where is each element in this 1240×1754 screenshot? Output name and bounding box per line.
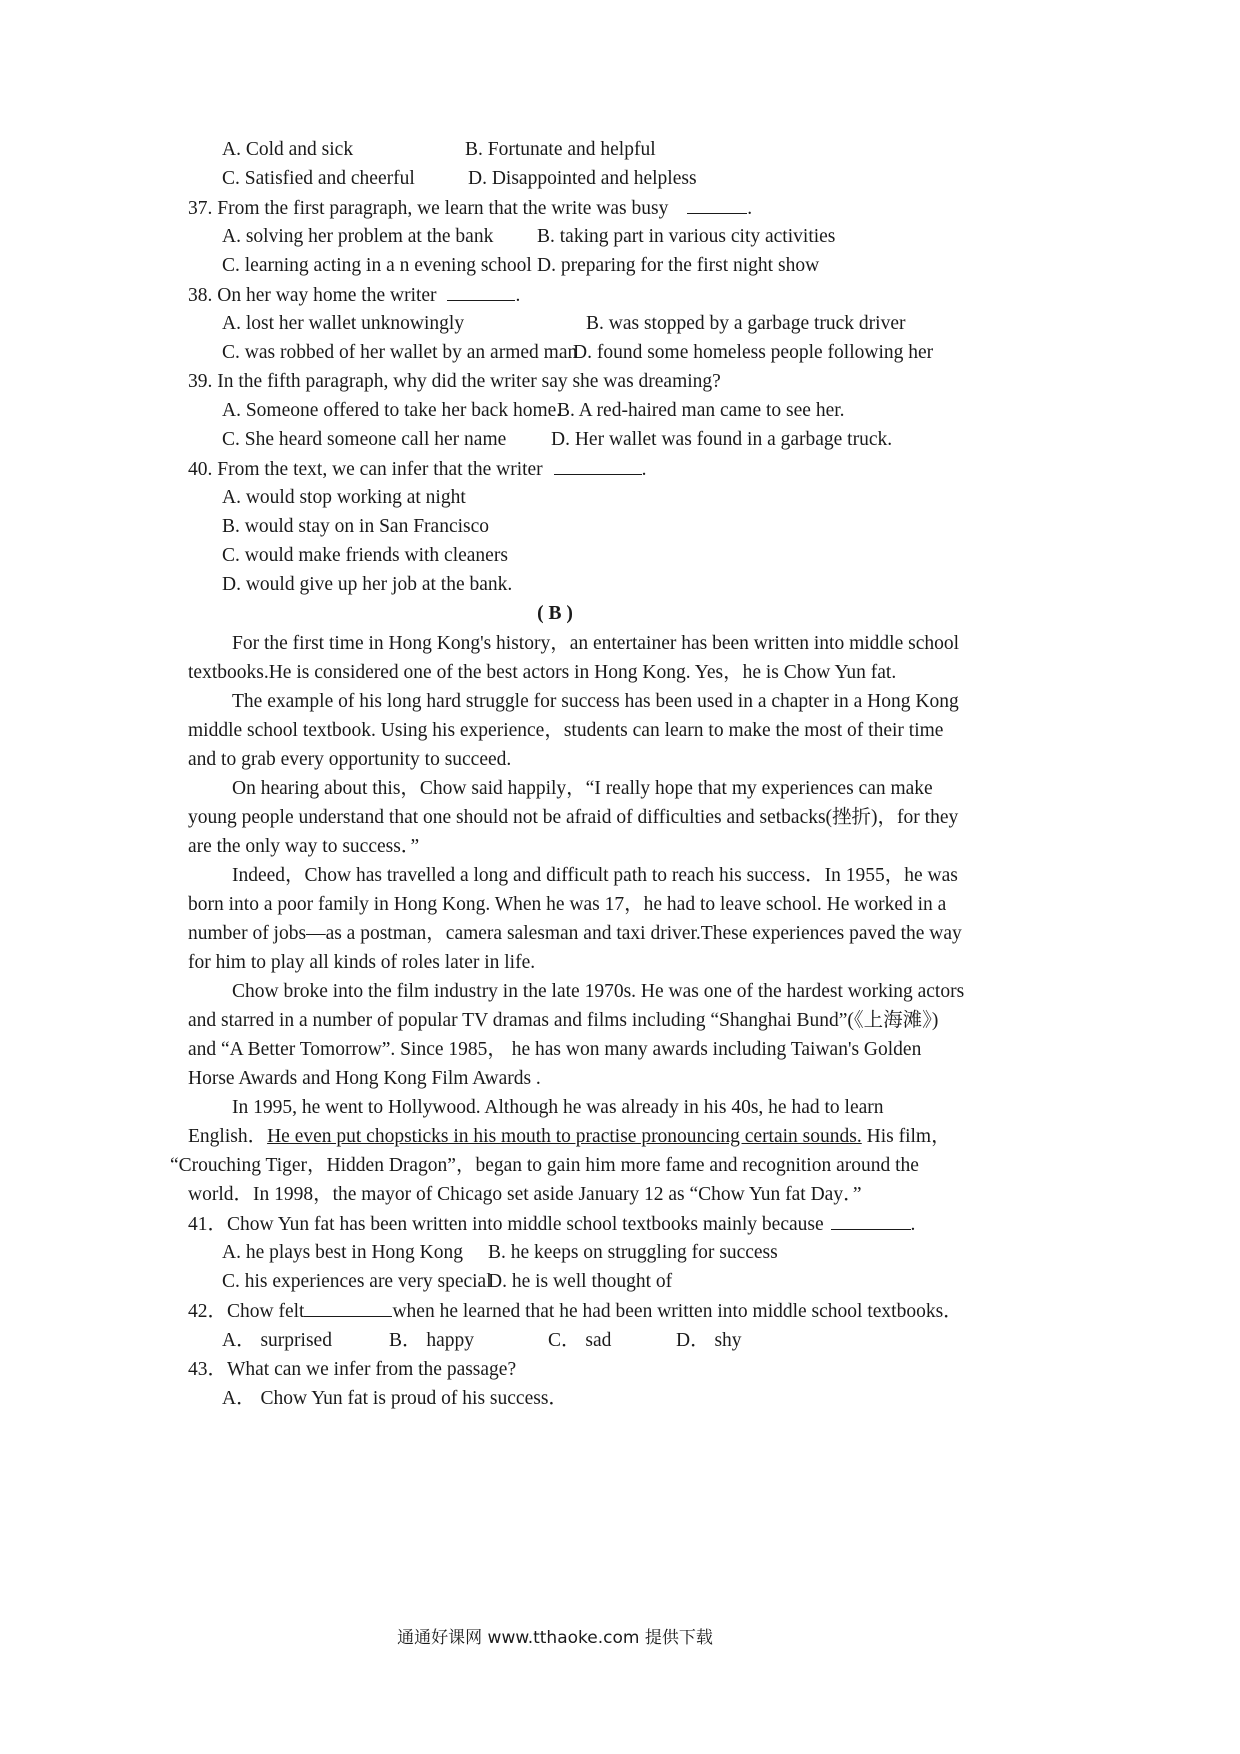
q36-option-d: D. Disappointed and helpless xyxy=(468,168,697,189)
passage-line: young people understand that one should not be afraid of difficulties and setbacks(挫折)，for they xyxy=(188,807,959,828)
passage-text: English． xyxy=(188,1126,268,1147)
passage-line: On hearing about this，Chow said happily，“I really hope that my experiences can make xyxy=(232,778,933,799)
passage-line: In 1995, he went to Hollywood. Although he was already in his 40s, he had to learn xyxy=(232,1097,884,1118)
q39-option-a: A. Someone offered to take her back home. xyxy=(222,400,562,421)
q42-option-b: B． happy xyxy=(389,1330,475,1351)
q37-option-d: D. preparing for the first night show xyxy=(537,255,820,276)
q41-option-c: C. his experiences are very special xyxy=(222,1271,492,1292)
passage-line xyxy=(188,1124,951,1150)
answer-blank xyxy=(304,1298,392,1317)
answer-blank xyxy=(687,195,747,214)
q42-stem xyxy=(188,1298,963,1325)
q43-stem: 43．What can we infer from the passage? xyxy=(188,1359,517,1380)
q40-option-c: C. would make friends with cleaners xyxy=(222,545,508,566)
q41-option-b: B. he keeps on struggling for success xyxy=(488,1242,778,1263)
q38-option-a: A. lost her wallet unknowingly xyxy=(222,313,465,334)
page-footer: 通通好课网 www.tthaoke.com 提供下载 xyxy=(397,1628,713,1648)
q36-option-b: B. Fortunate and helpful xyxy=(465,139,656,160)
answer-blank xyxy=(554,456,642,475)
section-b-heading: ( B ) xyxy=(537,603,573,624)
q37-option-c: C. learning acting in a n evening school xyxy=(222,255,532,276)
q38-stem-text: 38. On her way home the writer xyxy=(188,285,437,306)
passage-line: The example of his long hard struggle for success has been used in a chapter in a Hong Kong xyxy=(232,691,959,712)
q40-stem-text: 40. From the text, we can infer that the writer xyxy=(188,459,543,480)
passage-line: number of jobs—as a postman，camera salesman and taxi driver.These experiences paved the way xyxy=(188,923,962,944)
q38-option-b: B. was stopped by a garbage truck driver xyxy=(586,313,906,334)
q37-stem: 37. From the first paragraph, we learn that the write was busy . xyxy=(188,195,752,222)
q42-option-d: D． shy xyxy=(676,1330,742,1351)
passage-line: middle school textbook. Using his experience，students can learn to make the most of their time xyxy=(188,720,944,741)
q40-option-a: A. would stop working at night xyxy=(222,487,466,508)
passage-line: and starred in a number of popular TV dramas and films including “Shanghai Bund”(《上海滩》) xyxy=(188,1010,939,1031)
q40-option-d: D. would give up her job at the bank. xyxy=(222,574,513,595)
passage-line: “Crouching Tiger，Hidden Dragon”，began to gain him more fame and recognition around the xyxy=(170,1155,919,1176)
q41-stem-text: 41．Chow Yun fat has been written into middle school textbooks mainly because xyxy=(188,1214,824,1235)
q41-option-a: A. he plays best in Hong Kong xyxy=(222,1242,464,1263)
passage-line: Indeed，Chow has travelled a long and difficult path to reach his success．In 1955，he was xyxy=(232,865,958,886)
q36-option-c: C. Satisfied and cheerful xyxy=(222,168,415,189)
q40-stem: 40. From the text, we can infer that the writer . xyxy=(188,456,646,483)
passage-line: world．In 1998，the mayor of Chicago set aside January 12 as “Chow Yun fat Day．” xyxy=(188,1184,862,1205)
q42-option-c: C． sad xyxy=(548,1330,612,1351)
q43-option-a: A． Chow Yun fat is proud of his success． xyxy=(222,1388,568,1409)
passage-line: Chow broke into the film industry in the late 1970s. He was one of the hardest working actors xyxy=(232,981,965,1002)
q37-option-b: B. taking part in various city activities xyxy=(537,226,836,247)
q42-option-a: A． surprised xyxy=(222,1330,332,1351)
q37-stem-text: 37. From the first paragraph, we learn that the write was busy xyxy=(188,198,669,219)
q42-stem-text: when he learned that he had been written into middle school textbooks． xyxy=(392,1301,963,1322)
underlined-sentence: He even put chopsticks in his mouth to practise pronouncing certain sounds. xyxy=(267,1126,862,1147)
q41-stem: 41．Chow Yun fat has been written into middle school textbooks mainly because . xyxy=(188,1211,915,1238)
passage-line: For the first time in Hong Kong's history，an entertainer has been written into middle school xyxy=(232,633,960,654)
q38-option-c: C. was robbed of her wallet by an armed man xyxy=(222,342,578,363)
passage-line: born into a poor family in Hong Kong. When he was 17，he had to leave school. He worked in a xyxy=(188,894,947,915)
answer-blank xyxy=(831,1211,911,1230)
passage-line: and to grab every opportunity to succeed. xyxy=(188,749,512,770)
q40-option-b: B. would stay on in San Francisco xyxy=(222,516,490,537)
q38-option-d: D. found some homeless people following her xyxy=(573,342,934,363)
passage-line: are the only way to success．” xyxy=(188,836,420,857)
q36-option-a: A. Cold and sick xyxy=(222,139,354,160)
q42-stem-text: 42．Chow felt xyxy=(188,1301,305,1322)
passage-text: His film， xyxy=(861,1126,951,1147)
answer-blank xyxy=(447,282,515,301)
passage-line: for him to play all kinds of roles later in life. xyxy=(188,952,536,973)
q39-stem: 39. In the fifth paragraph, why did the writer say she was dreaming? xyxy=(188,371,721,392)
q39-option-b: B. A red-haired man came to see her. xyxy=(557,400,845,421)
q37-option-a: A. solving her problem at the bank xyxy=(222,226,494,247)
q39-option-d: D. Her wallet was found in a garbage truck. xyxy=(551,429,893,450)
passage-line: textbooks.He is considered one of the best actors in Hong Kong. Yes，he is Chow Yun fat. xyxy=(188,662,897,683)
passage-line: Horse Awards and Hong Kong Film Awards . xyxy=(188,1068,541,1089)
q39-option-c: C. She heard someone call her name xyxy=(222,429,507,450)
passage-line: and “A Better Tomorrow”. Since 1985， he has won many awards including Taiwan's Golden xyxy=(188,1039,922,1060)
q38-stem: 38. On her way home the writer . xyxy=(188,282,520,309)
q41-option-d: D. he is well thought of xyxy=(488,1271,673,1292)
